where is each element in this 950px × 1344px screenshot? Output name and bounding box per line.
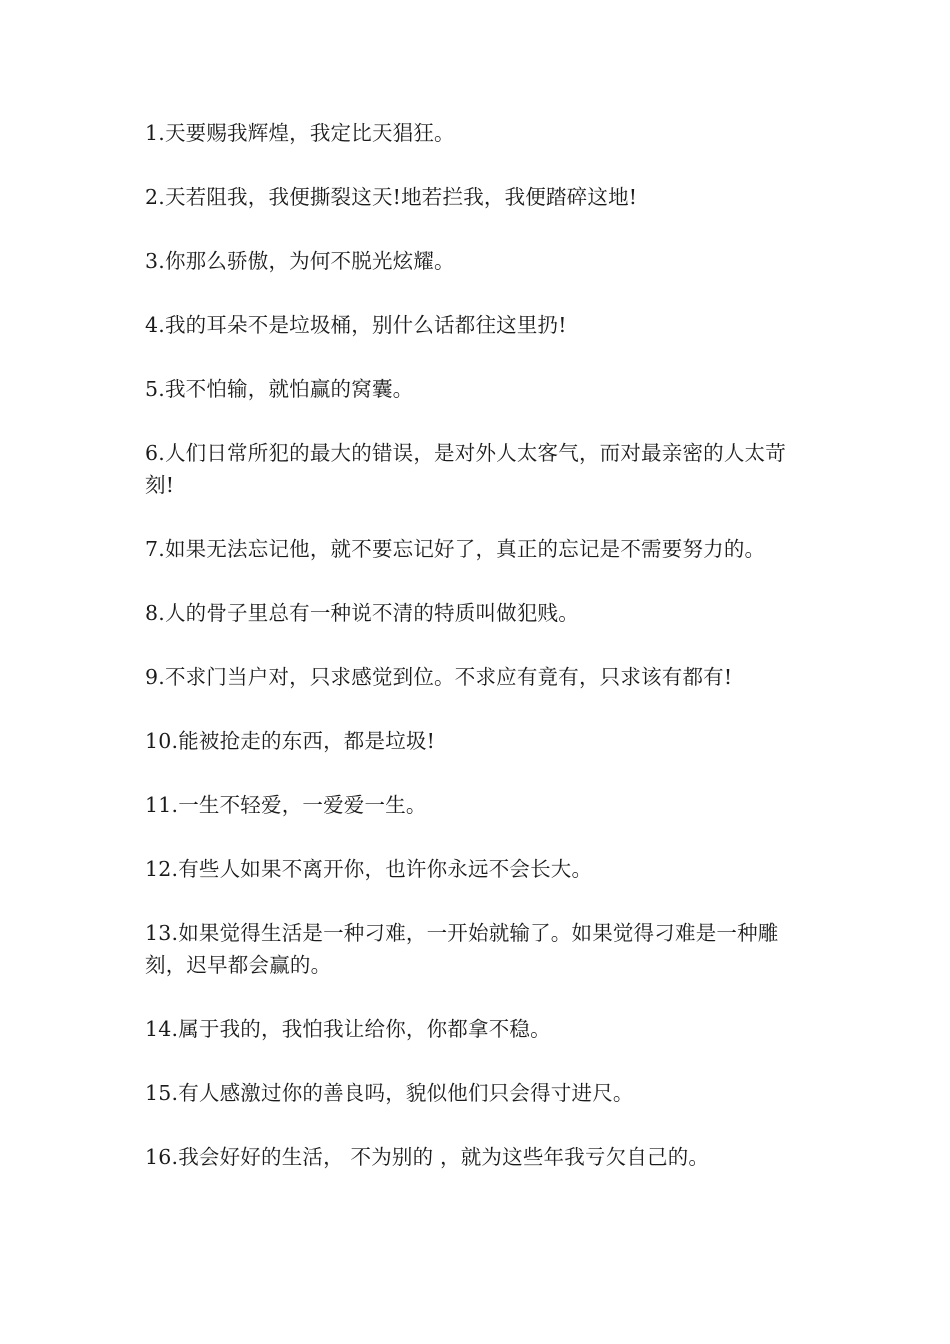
quote-item-13: 13.如果觉得生活是一种刁难，一开始就输了。如果觉得刁难是一种雕刻，迟早都会赢的。: [145, 921, 779, 977]
quote-item-3: 3.你那么骄傲，为何不脱光炫耀。: [145, 249, 455, 273]
quote-item-6: 6.人们日常所犯的最大的错误，是对外人太客气，而对最亲密的人太苛刻!: [145, 441, 786, 497]
quote-item-2: 2.天若阻我，我便撕裂这天!地若拦我，我便踏碎这地!: [145, 185, 638, 209]
quote-item-15: 15.有人感激过你的善良吗，貌似他们只会得寸进尺。: [145, 1081, 634, 1105]
quote-list: [145, 117, 810, 1205]
quote-item-1: 1.天要赐我辉煌，我定比天猖狂。: [145, 121, 455, 145]
quote-item-16: 16.我会好好的生活， 不为别的 ，就为这些年我亏欠自己的。: [145, 1145, 710, 1169]
quote-item-7: 7.如果无法忘记他，就不要忘记好了，真正的忘记是不需要努力的。: [145, 537, 766, 561]
quote-item-4: 4.我的耳朵不是垃圾桶，别什么话都往这里扔!: [145, 313, 567, 337]
quote-item-10: 10.能被抢走的东西，都是垃圾!: [145, 729, 436, 753]
quote-item-8: 8.人的骨子里总有一种说不清的特质叫做犯贱。: [145, 601, 579, 625]
quote-item-11: 11.一生不轻爱，一爱爱一生。: [145, 793, 427, 817]
quote-item-5: 5.我不怕输，就怕赢的窝囊。: [145, 377, 414, 401]
quote-item-9: 9.不求门当户对，只求感觉到位。不求应有竟有，只求该有都有!: [145, 665, 733, 689]
quote-item-12: 12.有些人如果不离开你，也许你永远不会长大。: [145, 857, 593, 881]
quote-item-14: 14.属于我的，我怕我让给你，你都拿不稳。: [145, 1017, 551, 1041]
